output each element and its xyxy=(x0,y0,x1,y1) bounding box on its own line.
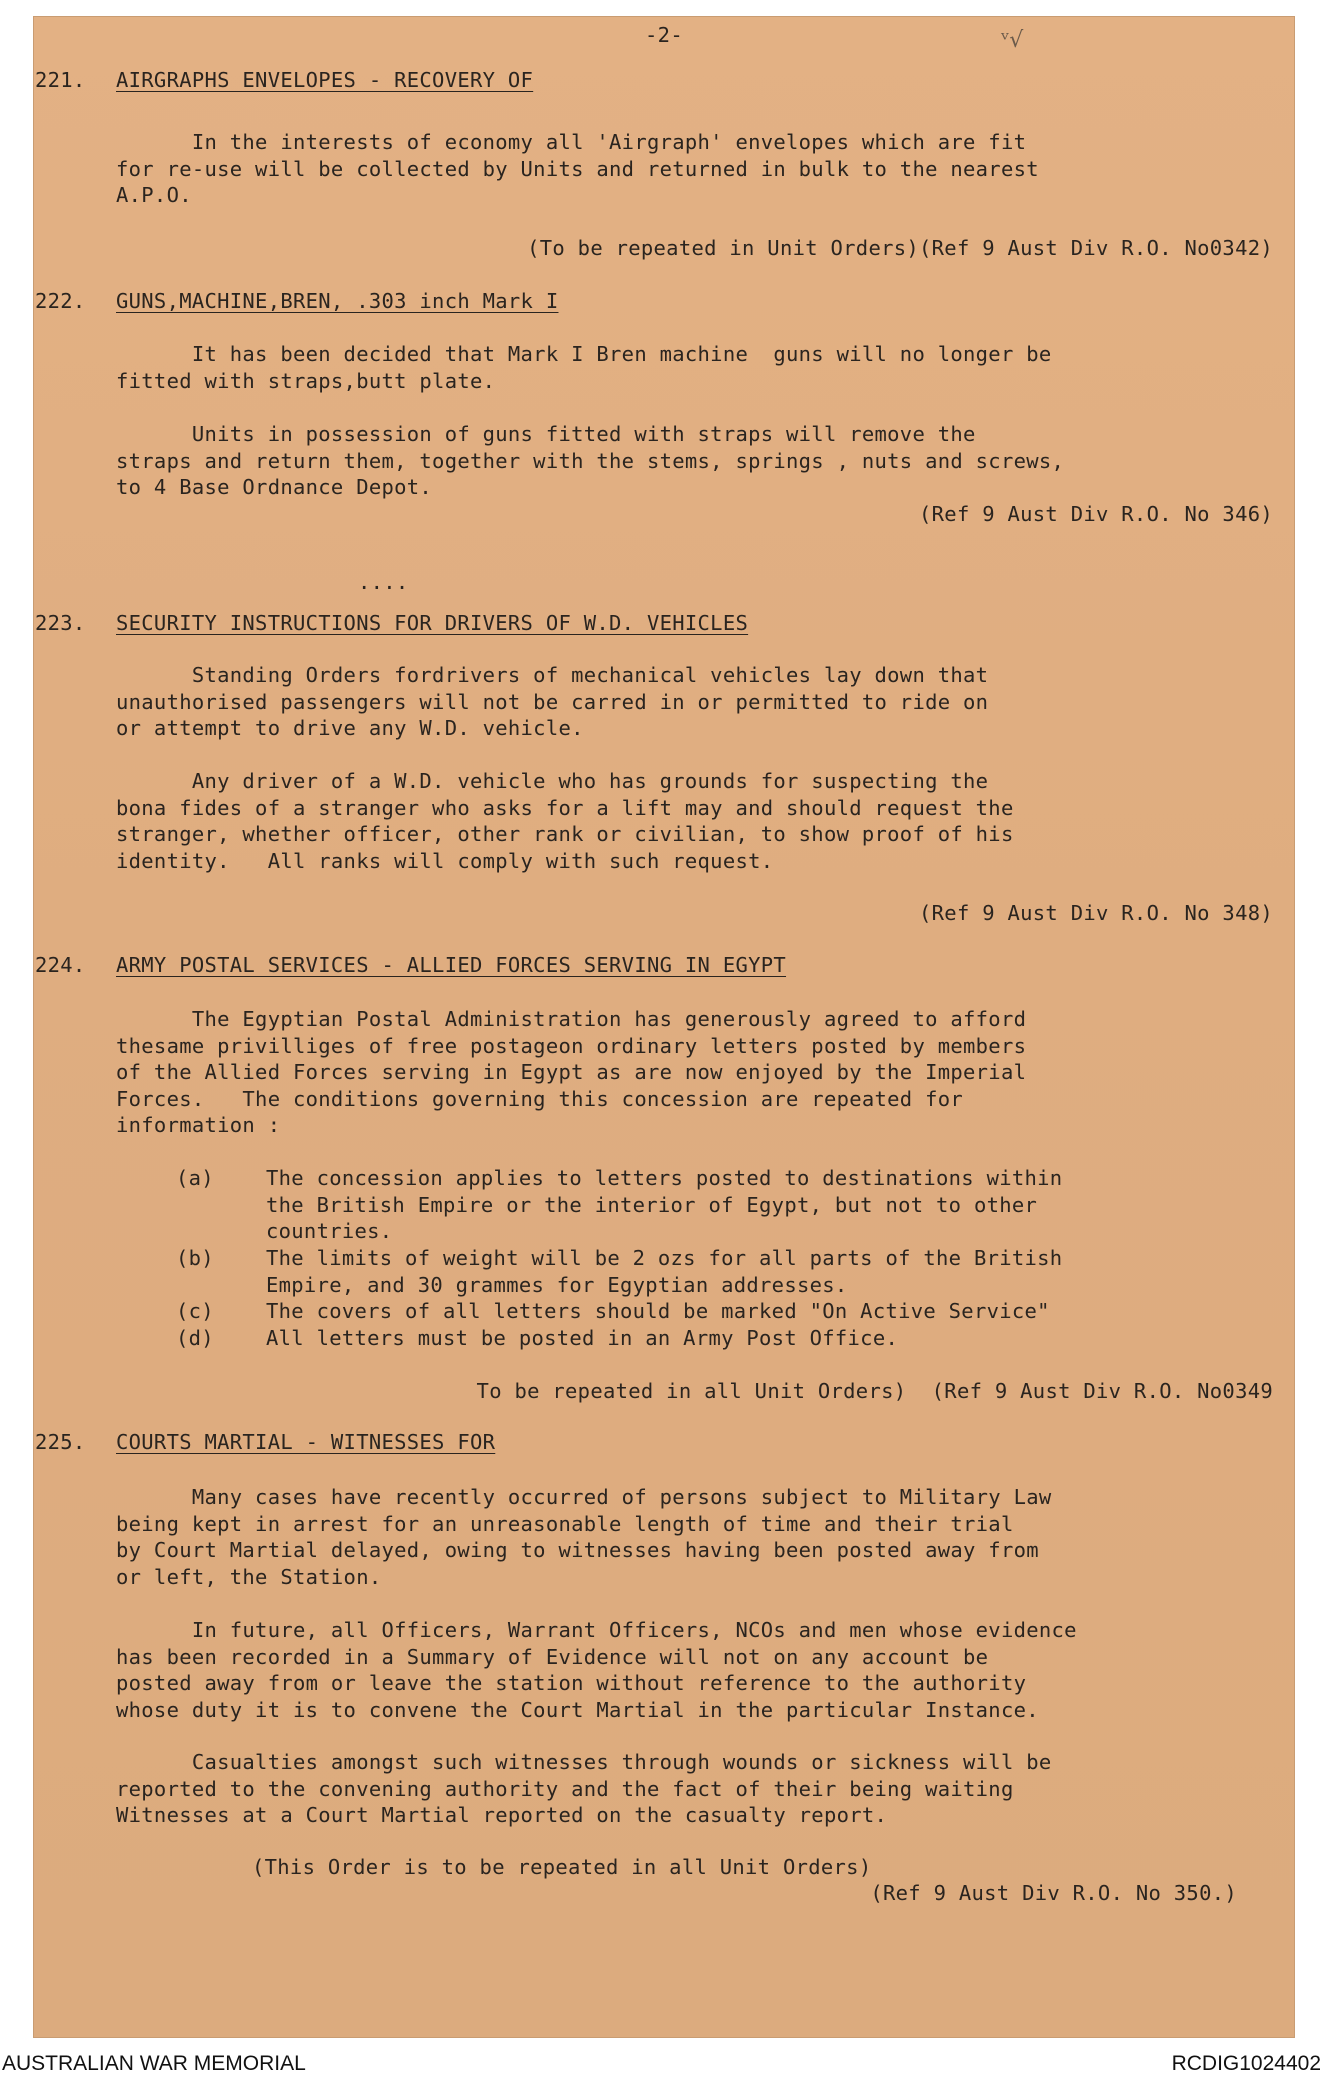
text-line: of the Allied Forces serving in Egypt as are now enjoyed by the Imperial xyxy=(116,1060,1027,1084)
item-223-reference: (Ref 9 Aust Div R.O. No 348) xyxy=(919,901,1273,925)
footer-record-id: RCDIG1024402 xyxy=(1171,2052,1321,2075)
sub-item-label: (d) xyxy=(176,1326,214,1350)
item-225-reference: (Ref 9 Aust Div R.O. No 350.) xyxy=(870,1881,1237,1905)
sub-item-label: (c) xyxy=(176,1299,214,1323)
text-line: In the interests of economy all 'Airgraph' envelopes which are fit xyxy=(116,130,1027,154)
text-line: Forces. The conditions governing this concession are repeated for xyxy=(116,1086,964,1111)
item-225-paragraph-2 xyxy=(116,1617,1077,1723)
text-line: Standing Orders fordrivers of mechanical vehicles lay down that xyxy=(116,663,989,687)
text-line: stranger, whether officer, other rank or civilian, to show proof of his xyxy=(116,822,1014,846)
text-line: The Egyptian Postal Administration has generously agreed to afford xyxy=(116,1007,1027,1031)
sub-item-text xyxy=(266,1298,1050,1325)
sub-item-label: (a) xyxy=(176,1166,214,1190)
text-line: the British Empire or the interior of Egypt, but not to other xyxy=(266,1192,1038,1217)
text-line: A.P.O. xyxy=(116,183,192,207)
text-line: The covers of all letters should be marked "On Active Service" xyxy=(266,1299,1050,1323)
text-line: to 4 Base Ordnance Depot. xyxy=(116,475,433,499)
text-line: Units in possession of guns fitted with straps will remove the xyxy=(116,422,976,446)
item-222-heading: GUNS,MACHINE,BREN, .303 inch Mark I xyxy=(116,289,559,313)
item-221-note: (To be repeated in Unit Orders)(Ref 9 Aust Div R.O. No0342) xyxy=(527,236,1273,260)
text-line: identity. All ranks will comply with such request. xyxy=(116,848,774,873)
item-225-paragraph-3 xyxy=(116,1749,1052,1829)
text-line: Any driver of a W.D. vehicle who has grounds for suspecting the xyxy=(116,769,989,793)
text-line: whose duty it is to convene the Court Martial in the particular Instance. xyxy=(116,1697,1039,1722)
text-line: Casualties amongst such witnesses through wounds or sickness will be xyxy=(116,1750,1052,1774)
item-224-number: 224. xyxy=(35,953,86,977)
item-225-number: 225. xyxy=(35,1430,86,1454)
text-line: unauthorised passengers will not be carred in or permitted to ride on xyxy=(116,689,989,714)
text-line: Witnesses at a Court Martial reported on the casualty report. xyxy=(116,1803,888,1827)
item-225-heading: COURTS MARTIAL - WITNESSES FOR xyxy=(116,1430,496,1454)
text-line: straps and return them, together with the stems, springs , nuts and screws, xyxy=(116,448,1065,473)
text-line: or attempt to drive any W.D. vehicle. xyxy=(116,716,584,740)
item-224-paragraph xyxy=(116,1006,1026,1139)
text-line: for re-use will be collected by Units and returned in bulk to the nearest xyxy=(116,156,1039,181)
text-line: countries. xyxy=(266,1219,393,1243)
item-223-paragraph-2 xyxy=(116,768,1014,874)
text-line: The concession applies to letters posted to destinations within xyxy=(266,1166,1063,1190)
pencil-tick-mark: ᵛ√ xyxy=(1001,28,1024,53)
text-line: being kept in arrest for an unreasonable length of time and their trial xyxy=(116,1511,1014,1536)
text-line: Many cases have recently occurred of persons subject to Military Law xyxy=(116,1485,1052,1509)
text-line: In future, all Officers, Warrant Officers, NCOs and men whose evidence xyxy=(116,1618,1077,1642)
item-221-paragraph xyxy=(116,129,1039,209)
section-separator: .... xyxy=(358,570,409,594)
text-line: reported to the convening authority and the fact of their being waiting xyxy=(116,1776,1014,1801)
text-line: It has been decided that Mark I Bren machine guns will no longer be xyxy=(116,342,1052,366)
item-221-heading: AIRGRAPHS ENVELOPES - RECOVERY OF xyxy=(116,68,534,92)
item-222-paragraph-2 xyxy=(116,421,1064,501)
item-225-note: (This Order is to be repeated in all Unit Orders) xyxy=(252,1855,872,1879)
text-line: All letters must be posted in an Army Post Office. xyxy=(266,1326,899,1350)
item-223-paragraph-1 xyxy=(116,662,988,742)
footer-archive-name: AUSTRALIAN WAR MEMORIAL xyxy=(2,2052,306,2075)
item-222-number: 222. xyxy=(35,289,86,313)
sub-item-text xyxy=(266,1245,1062,1298)
text-line: The limits of weight will be 2 ozs for all parts of the British xyxy=(266,1246,1063,1270)
item-222-paragraph-1 xyxy=(116,341,1052,394)
text-line: or left, the Station. xyxy=(116,1564,382,1589)
text-line: bona fides of a stranger who asks for a lift may and should request the xyxy=(116,795,1014,820)
item-223-heading: SECURITY INSTRUCTIONS FOR DRIVERS OF W.D. VEHICLES xyxy=(116,611,749,635)
item-224-heading: ARMY POSTAL SERVICES - ALLIED FORCES SERVING IN EGYPT xyxy=(116,953,787,977)
text-line: posted away from or leave the station without reference to the authority xyxy=(116,1671,1027,1695)
item-224-note: To be repeated in all Unit Orders) (Ref 9 Aust Div R.O. No0349 xyxy=(476,1379,1273,1403)
sub-item-label: (b) xyxy=(176,1246,214,1270)
item-225-paragraph-1 xyxy=(116,1484,1052,1590)
text-line: Empire, and 30 grammes for Egyptian addresses. xyxy=(266,1272,848,1297)
text-line: has been recorded in a Summary of Evidence will not on any account be xyxy=(116,1644,989,1669)
item-222-reference: (Ref 9 Aust Div R.O. No 346) xyxy=(919,502,1273,526)
text-line: information : xyxy=(116,1113,281,1137)
sub-item-text xyxy=(266,1325,898,1352)
sub-item-text xyxy=(266,1165,1062,1245)
item-221-number: 221. xyxy=(35,68,86,92)
text-line: fitted with straps,butt plate. xyxy=(116,368,496,393)
page-number: -2- xyxy=(645,23,683,47)
text-line: thesame privilliges of free postageon ordinary letters posted by members xyxy=(116,1033,1027,1058)
document-page xyxy=(33,16,1295,2038)
text-line: by Court Martial delayed, owing to witnesses having been posted away from xyxy=(116,1538,1039,1562)
item-223-number: 223. xyxy=(35,611,86,635)
